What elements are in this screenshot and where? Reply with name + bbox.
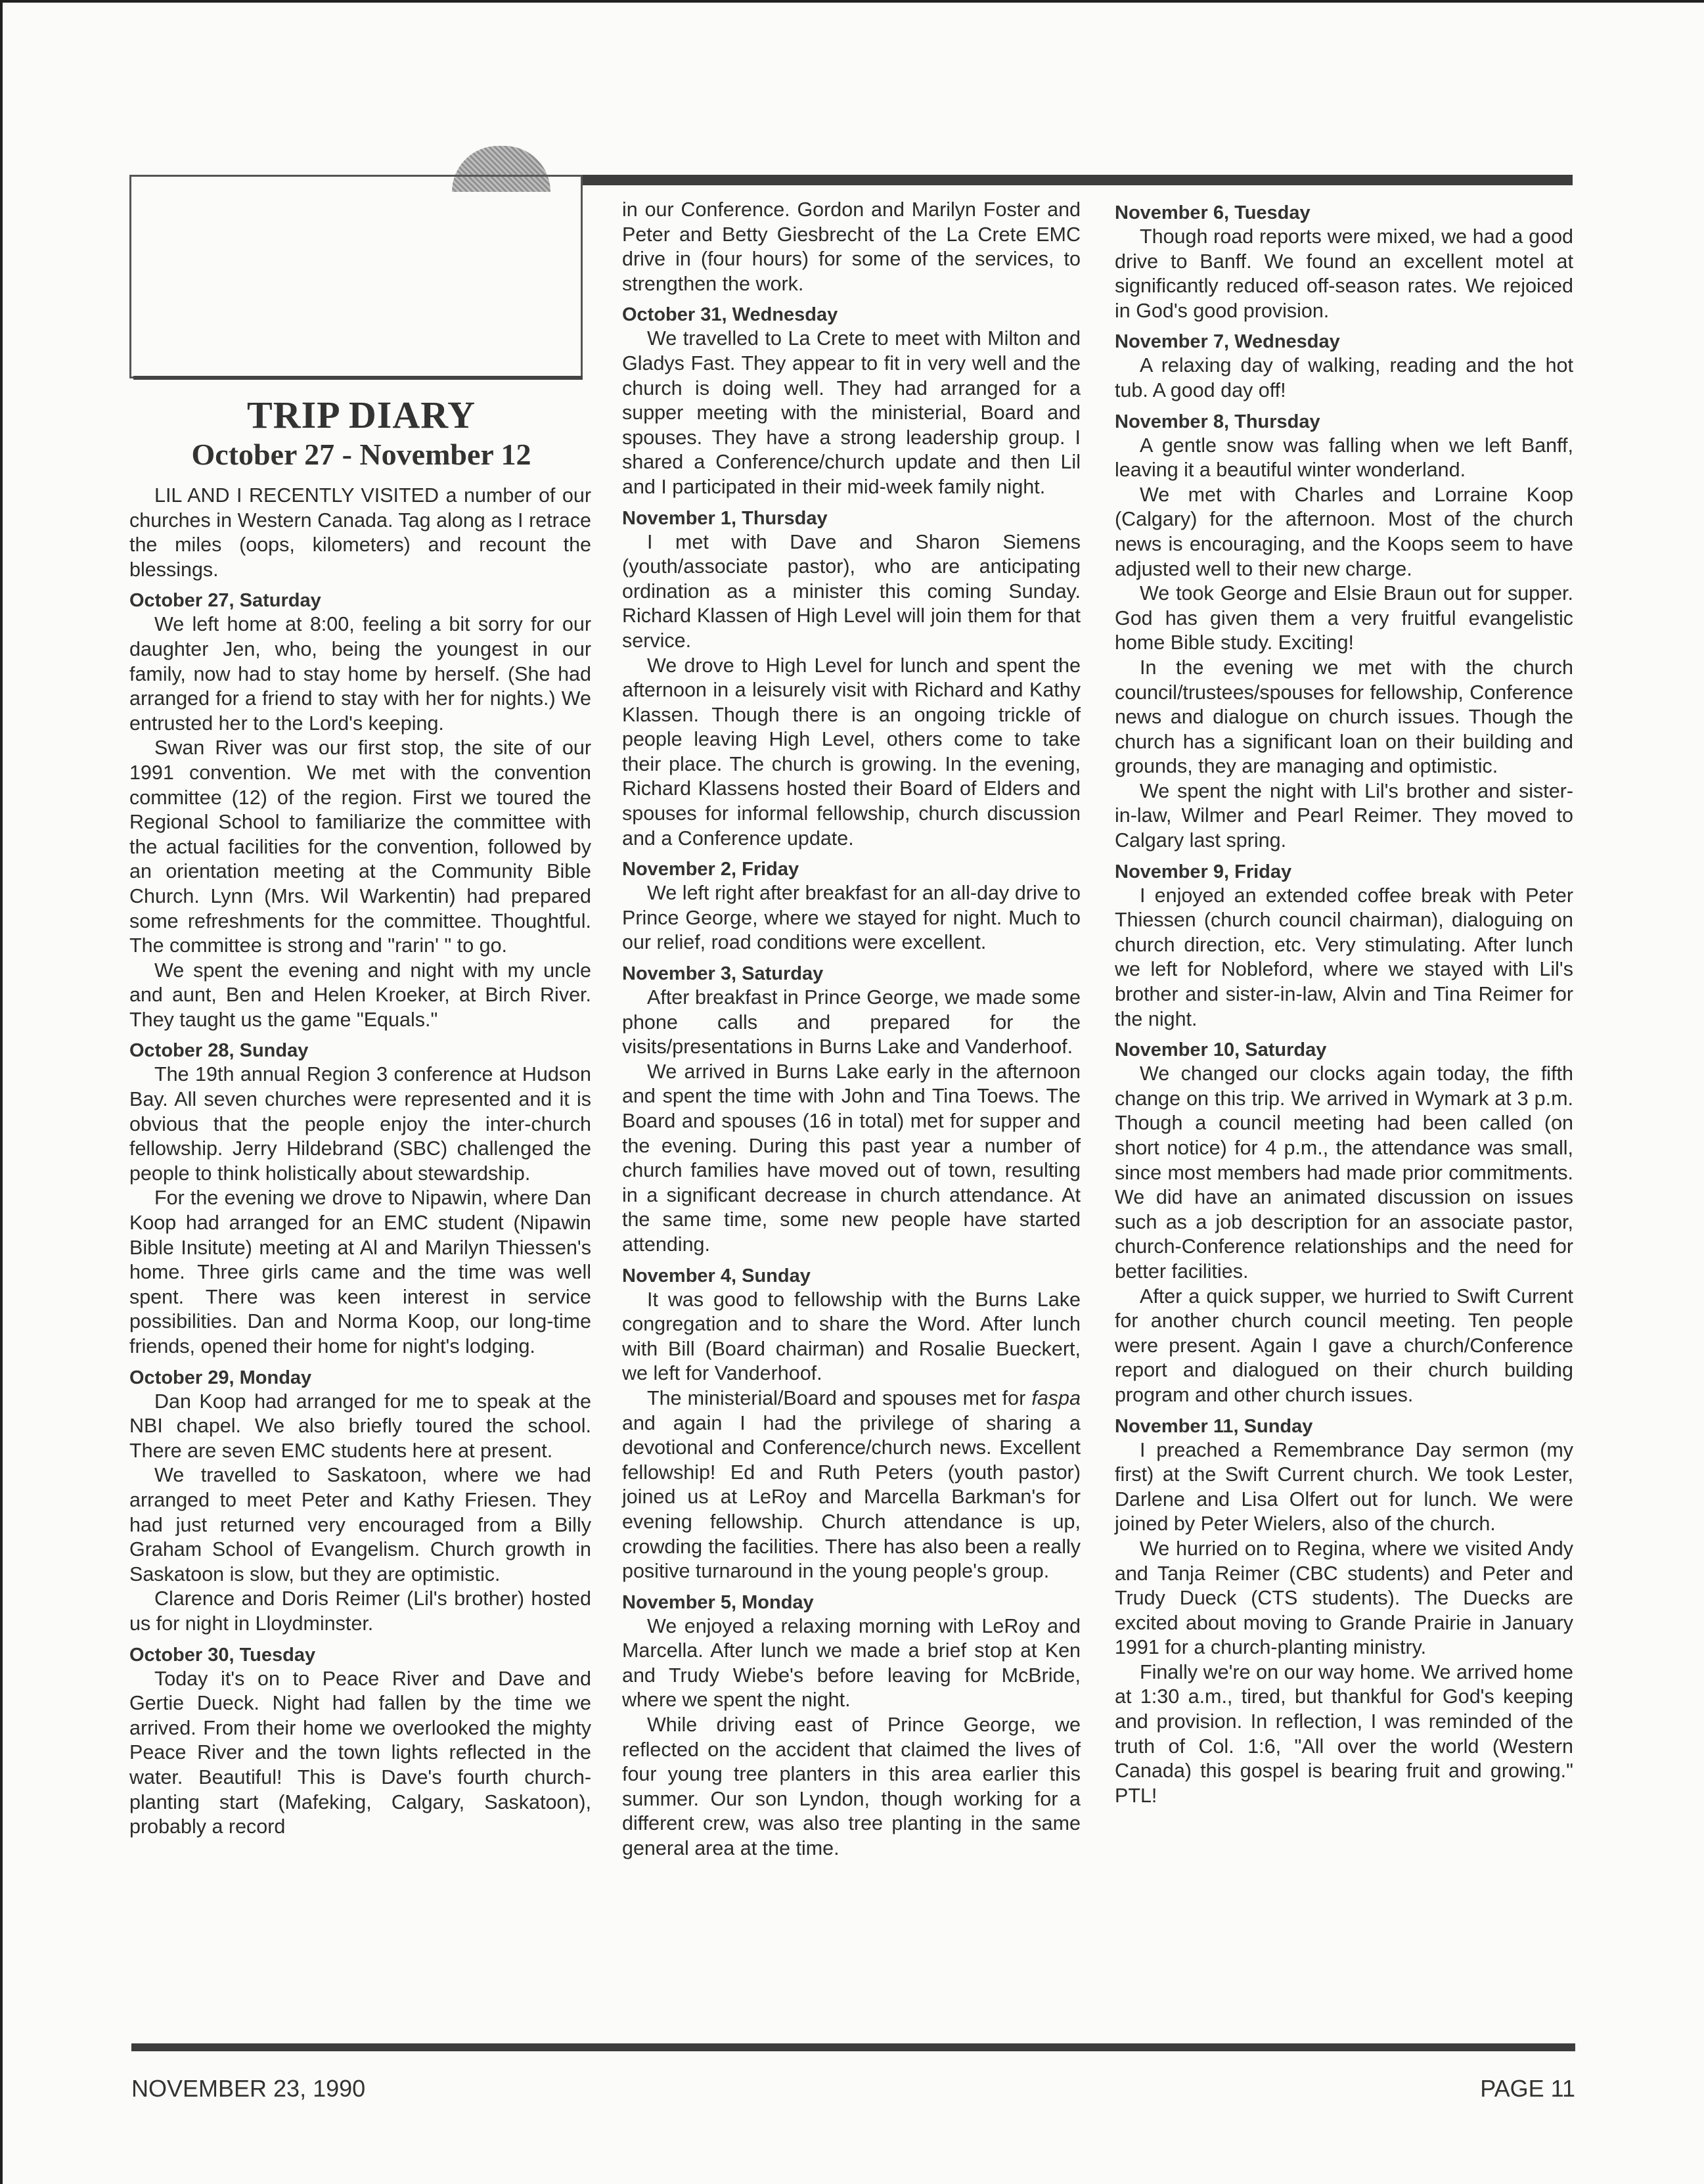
italic-word: faspa [1031,1386,1081,1409]
column-1 [129,484,591,1840]
entry-paragraph: We spent the evening and night with my uncle and aunt, Ben and Helen Kroeker, at Birch River. They taught us the game "Equals." [129,959,591,1031]
page-subtitle: October 27 - November 12 [191,437,531,471]
entry-paragraph: In the evening we met with the church council/trustees/spouses for fellowship, Conference news and dialogue on church issues. Though the church has a significant loan on their building and grounds, they are managing and optimistic. [1115,656,1573,778]
entry-heading: October 31, Wednesday [622,304,838,326]
entry-heading: November 6, Tuesday [1115,202,1311,223]
top-rule [582,175,1573,185]
footer-page-number: PAGE 11 [1480,2075,1575,2102]
entry-paragraph: We hurried on to Regina, where we visited Andy and Tanja Reimer (CBC students) and Peter and Trudy Dueck (CTS students). The Duecks are excited about moving to Grande Prairie in January 1991 for a church-planting ministry. [1115,1537,1573,1659]
text-run: The ministerial/Board and spouses met for [647,1386,1032,1409]
entry-heading: October 27, Saturday [129,590,321,612]
entry-heading: November 8, Thursday [1115,411,1320,432]
entry-paragraph: After breakfast in Prince George, we made some phone calls and prepared for the visits/presentations in Burns Lake and Vanderhoof. [622,986,1081,1058]
continued-paragraph: in our Conference. Gordon and Marilyn Foster and Peter and Betty Giesbrecht of the La Crete EMC drive in (four hours) for some of the services, to strengthen the work. [622,198,1081,295]
photo-placeholder [129,175,583,378]
entry-paragraph: A gentle snow was falling when we left Banff, leaving it a beautiful winter wonderland. [1115,434,1573,482]
entry-paragraph: We spent the night with Lil's brother and sister-in-law, Wilmer and Pearl Reimer. They moved to Calgary last spring. [1115,779,1573,852]
entry-heading: November 1, Thursday [622,507,828,529]
entry-paragraph: While driving east of Prince George, we reflected on the accident that claimed the lives of four young tree planters in this area earlier this summer. Our son Lyndon, though working for a different crew, was also tree planting in the same general area at the time. [622,1714,1081,1860]
entry-paragraph: For the evening we drove to Nipawin, where Dan Koop had arranged for an EMC student (Nipawin Bible Insitute) meeting at Al and Marilyn Thiessen's home. Three girls came and the time was well spent. There was keen interest in service possibilities. Dan and Norma Koop, our long-time friends, opened their home for night's lodging. [129,1187,591,1357]
entry-paragraph: I met with Dave and Sharon Siemens (youth/associate pastor), who are anticipating ordination as a minister this coming Sunday. Richard Klassen of High Level will join them for that service. [622,530,1081,652]
entry-paragraph: We arrived in Burns Lake early in the afternoon and spent the time with John and Tina Toews. The Board and spouses (16 in total) met for supper and the evening. During this past year a number of church families have moved out of town, resulting in a significant decrease in church attendance. At the same time, some new people have started attending. [622,1060,1081,1256]
entry-paragraph: It was good to fellowship with the Burns Lake congregation and to share the Word. After lunch with Bill (Board chairman) and Rosalie Bueckert, we left for Vanderhoof. [622,1288,1081,1385]
intro-paragraph: LIL AND I RECENTLY VISITED a number of our churches in Western Canada. Tag along as I retrace the miles (oops, kilometers) and recount the blessings. [129,484,591,581]
column-3 [1115,201,1573,1808]
entry-paragraph: We took George and Elsie Braun out for supper. God has given them a very fruitful evangelistic home Bible study. Exciting! [1115,582,1573,654]
column-2 [622,198,1081,1861]
headline [131,394,591,472]
entry-paragraph: Today it's on to Peace River and Dave and Gertie Dueck. Night had fallen by the time we arrived. From their home we overlooked the mighty Peace River and the town lights reflected in the water. Beautiful! This is Dave's fourth church-planting start (Mafeking, Calgary, Saskatoon), probably a record [129,1667,591,1838]
entry-paragraph: We drove to High Level for lunch and spent the afternoon in a leisurely visit with Richard and Kathy Klassen. Though there is an ongoing trickle of people leaving High Level, others come to take their place. The church is growing. In the evening, Richard Klassens hosted their Board of Elders and spouses for informal fellowship, church discussion and a Conference update. [622,654,1081,850]
entry-paragraph: We left home at 8:00, feeling a bit sorry for our daughter Jen, who, being the youngest in our family, now had to stay home by herself. (She had arranged for a friend to stay with her for nights.) We entrusted her to the Lord's keeping. [129,613,591,735]
entry-heading: October 30, Tuesday [129,1644,316,1666]
entry-paragraph: We enjoyed a relaxing morning with LeRoy and Marcella. After lunch we made a brief stop at Ken and Trudy Wiebe's before leaving for McBride, where we spent the night. [622,1614,1081,1712]
entry-heading: November 10, Saturday [1115,1039,1327,1061]
entry-paragraph: Clarence and Doris Reimer (Lil's brother) hosted us for night in Lloydminster. [129,1587,591,1635]
entry-heading: November 7, Wednesday [1115,331,1340,353]
footer-date: NOVEMBER 23, 1990 [131,2075,366,2102]
entry-paragraph: Swan River was our first stop, the site of our 1991 convention. We met with the convention committee (12) of the region. First we toured the Regional School to familiarize the committee with the actual facilities for the convention, followed by an orientation meeting at the Community Bible Church. Lynn (Mrs. Wil Warkentin) had prepared some refreshments for the committee. Thoughtful. The committee is strong and "rarin' " to go. [129,737,591,957]
entry-paragraph: A relaxing day of walking, reading and the hot tub. A good day off! [1115,354,1573,401]
entry-heading: November 5, Monday [622,1591,814,1613]
entry-heading: October 28, Sunday [129,1040,309,1062]
bottom-rule [131,2043,1575,2051]
entry-heading: November 4, Sunday [622,1265,811,1286]
text-run: and again I had the privilege of sharing a devotional and Conference/church news. Excellent fellowship! Ed and Ruth Peters (youth pastor) joined us at LeRoy and Marcella Barkman's for evening fellowship. Church attendance is up, crowding the facilities. There has also been a really positive turnaround in the young people's group. [622,1411,1081,1583]
entry-paragraph: Finally we're on our way home. We arrived home at 1:30 a.m., tired, but thankful for God's keeping and provision. In reflection, I was reminded of the truth of Col. 1:6, "All over the world (Western Canada) this gospel is bearing fruit and growing." PTL! [1115,1660,1573,1807]
scan-edge-top [0,0,1704,3]
entry-heading: November 11, Sunday [1115,1415,1313,1437]
entry-heading: November 9, Friday [1115,861,1292,882]
entry-paragraph: We left right after breakfast for an all-day drive to Prince George, where we stayed for night. Much to our relief, road conditions were excellent. [622,882,1081,954]
entry-paragraph: We travelled to La Crete to meet with Milton and Gladys Fast. They appear to fit in very well and the church is doing well. They had arranged for a supper meeting with the ministerial, Board and spouses. They have a strong leadership group. I shared a Conference/church update and then Lil and I participated in their mid-week family night. [622,327,1081,498]
entry-paragraph: The 19th annual Region 3 conference at Hudson Bay. All seven churches were represented and it is obvious that the people enjoy the inter-church fellowship. Jerry Hildebrand (SBC) challenged the people to think holistically about stewardship. [129,1063,591,1185]
entry-paragraph [622,1386,1081,1584]
entry-paragraph: After a quick supper, we hurried to Swift Current for another church council meeting. Ten people were present. Again I gave a church/Conference report and dialogued on their church building program and other church issues. [1115,1285,1573,1406]
entry-heading: November 3, Saturday [622,963,824,985]
entry-heading: October 29, Monday [129,1367,312,1388]
entry-paragraph: I preached a Remembrance Day sermon (my first) at the Swift Current church. We took Lester, Darlene and Lisa Olfert out for lunch. We were joined by Peter Wielers, also of the church. [1115,1438,1573,1536]
entry-paragraph: I enjoyed an extended coffee break with Peter Thiessen (church council chairman), dialoguing on church direction, etc. Very stimulating. After lunch we left for Nobleford, where we stayed with Lil's brother and sister-in-law, Alvin and Tina Reimer for the night. [1115,884,1573,1030]
page-title: TRIP DIARY [247,394,476,436]
entry-paragraph: Though road reports were mixed, we had a good drive to Banff. We found an excellent motel at significantly reduced off-season rates. We rejoiced in God's good provision. [1115,225,1573,322]
photo-shadow [133,376,583,380]
entry-paragraph: Dan Koop had arranged for me to speak at the NBI chapel. We also briefly toured the school. There are seven EMC students here at present. [129,1390,591,1462]
entry-paragraph: We met with Charles and Lorraine Koop (Calgary) for the afternoon. Most of the church news is encouraging, and the Koops seem to have adjusted well to their new charge. [1115,483,1573,580]
entry-paragraph: We travelled to Saskatoon, where we had arranged to meet Peter and Kathy Friesen. They had just returned very encouraged from a Billy Graham School of Evangelism. Church growth in Saskatoon is slow, but they are optimistic. [129,1464,591,1585]
entry-heading: November 2, Friday [622,859,799,880]
entry-paragraph: We changed our clocks again today, the fifth change on this trip. We arrived in Wymark at 3 p.m. Though a council meeting had been called (on short notice) for 4 p.m., the attendance was small, since most members had made prior commitments. We did have an animated discussion on issues such as a job description for an associate pastor, church-Conference relationships and the need for better facilities. [1115,1062,1573,1283]
scan-edge-left [0,0,3,2184]
